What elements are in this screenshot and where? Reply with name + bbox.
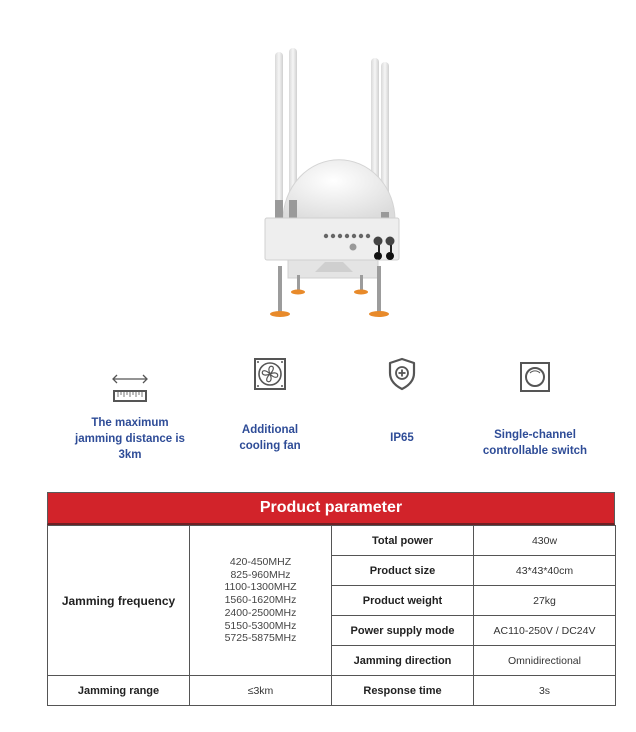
frequency-band: 1100-1300MHZ — [224, 581, 297, 594]
spec-label: Product weight — [332, 586, 474, 616]
switch-button-icon — [455, 355, 615, 405]
feature-jamming-distance — [50, 355, 210, 463]
spec-label: Jamming direction — [332, 646, 474, 676]
spec-value: 430w — [474, 526, 616, 556]
table-title: Product parameter — [47, 492, 615, 525]
jamming-range-label: Jamming range — [48, 676, 190, 706]
feature-label: Single-channel controllable switch — [482, 429, 588, 457]
frequency-band: 825-960MHz — [230, 568, 291, 581]
feature-label: Additional cooling fan — [239, 424, 301, 452]
jamming-range-value: ≤3km — [190, 676, 332, 706]
spec-label: Product size — [332, 556, 474, 586]
frequency-band: 420-450MHZ — [229, 555, 292, 568]
spec-value: 43*43*40cm — [474, 556, 616, 586]
parameter-table — [47, 525, 616, 706]
frequency-band: 5725-5875MHz — [224, 632, 297, 645]
antenna — [275, 52, 283, 212]
spec-value: 3s — [474, 676, 616, 706]
ruler-distance-icon — [50, 355, 210, 405]
feature-label: IP65 — [390, 432, 414, 444]
product-image — [230, 40, 410, 330]
spec-value: Omnidirectional — [474, 646, 616, 676]
feature-switch — [455, 355, 615, 459]
spec-value: 27kg — [474, 586, 616, 616]
feature-label: The maximum jamming distance is 3km — [75, 417, 185, 461]
frequency-band: 5150-5300MHz — [224, 619, 297, 632]
jamming-frequency-values — [190, 526, 332, 676]
feature-list — [0, 355, 636, 465]
frequency-band: 2400-2500MHz — [224, 606, 297, 619]
table-row — [48, 676, 616, 706]
jamming-frequency-label: Jamming frequency — [48, 526, 190, 676]
frequency-band: 1560-1620MHz — [224, 594, 297, 607]
jammer-device-illustration — [230, 40, 410, 330]
spec-label: Response time — [332, 676, 474, 706]
spec-label: Total power — [332, 526, 474, 556]
product-parameter-table — [47, 492, 615, 706]
spec-label: Power supply mode — [332, 616, 474, 646]
spec-value: AC110-250V / DC24V — [474, 616, 616, 646]
table-row — [48, 526, 616, 556]
